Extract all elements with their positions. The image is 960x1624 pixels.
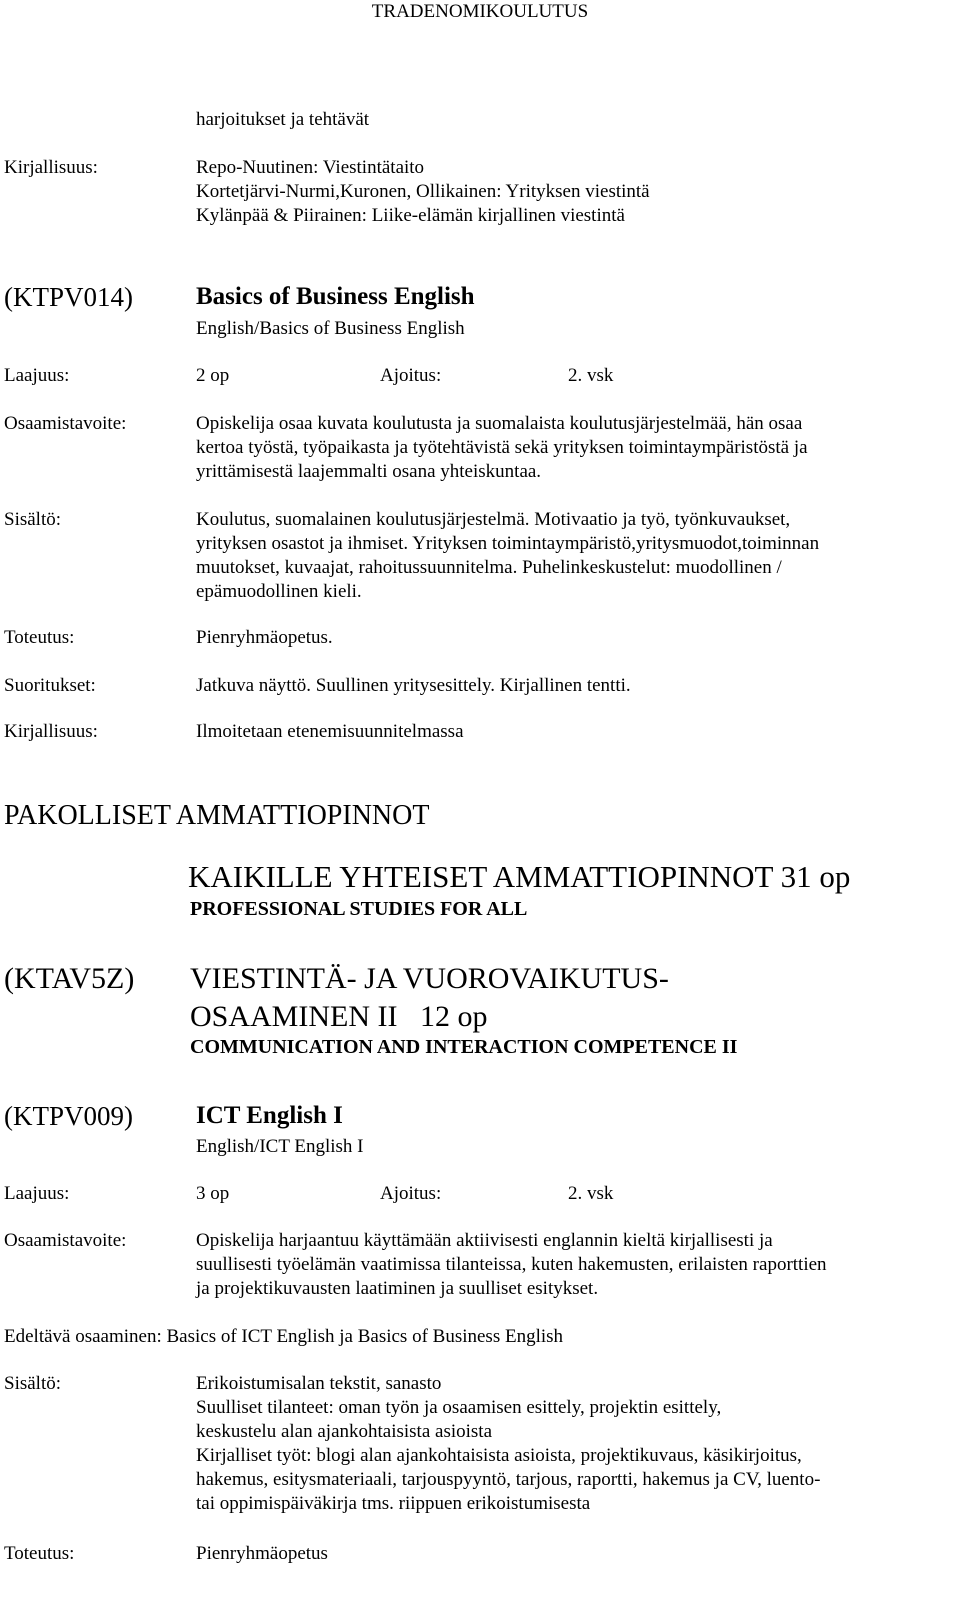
literature-label: Kirjallisuus:: [4, 157, 98, 178]
content-line: keskustelu alan ajankohtaisista asioista: [196, 1421, 493, 1442]
content-line: epämuodollinen kieli.: [196, 581, 362, 602]
scope-value: 2 op: [196, 365, 230, 386]
course-subtitle: English/Basics of Business English: [196, 318, 465, 339]
course-literature-value: Ilmoitetaan etenemisuunnitelmassa: [196, 721, 464, 742]
goal-line: suullisesti työelämän vaatimissa tilanteissa, kuten hakemusten, erilaisten raporttien: [196, 1254, 827, 1275]
content-line: Suulliset tilanteet: oman työn ja osaamisen esittely, projektin esittely,: [196, 1397, 722, 1418]
course-code: (KTPV009): [4, 1101, 133, 1131]
course-subtitle: English/ICT English I: [196, 1136, 364, 1157]
module-title-line2: OSAAMINEN II 12 op: [190, 1000, 488, 1033]
content-text: [196, 508, 819, 604]
implementation-value: Pienryhmäopetus.: [196, 627, 333, 648]
course-code: (KTPV014): [4, 282, 133, 312]
implementation-value: Pienryhmäopetus: [196, 1543, 328, 1564]
prerequisite-line: Edeltävä osaaminen: Basics of ICT English ja Basics of Business English: [4, 1326, 564, 1347]
performance-value: Jatkuva näyttö. Suullinen yritysesittely. Kirjallinen tentti.: [196, 675, 631, 696]
course-title: ICT English I: [196, 1102, 343, 1129]
content-line: Kirjalliset työt: blogi alan ajankohtaisista asioista, projektikuvaus, käsikirjoitus,: [196, 1445, 802, 1466]
content-line: yrityksen osastot ja ihmiset. Yrityksen toimintaympäristö,yritysmuodot,toiminnan: [196, 533, 820, 554]
literature-item: Kortetjärvi-Nurmi,Kuronen, Ollikainen: Yrityksen viestintä: [196, 181, 650, 202]
scope-label: Laajuus:: [4, 1183, 70, 1204]
scope-label: Laajuus:: [4, 365, 70, 386]
timing-label: Ajoitus:: [380, 365, 442, 386]
goal-line: Opiskelija osaa kuvata koulutusta ja suomalaista koulutusjärjestelmää, hän osaa: [196, 413, 803, 434]
timing-label: Ajoitus:: [380, 1183, 442, 1204]
content-line: Erikoistumisalan tekstit, sanasto: [196, 1373, 442, 1394]
section-title: PAKOLLISET AMMATTIOPINNOT: [4, 800, 430, 831]
implementation-label: Toteutus:: [4, 627, 75, 648]
page-header: TRADENOMIKOULUTUS: [371, 1, 589, 22]
module-title-line1: VIESTINTÄ- JA VUOROVAIKUTUS-: [190, 962, 669, 995]
goal-line: ja projektikuvausten laatiminen ja suulliset esitykset.: [196, 1278, 599, 1299]
literature-list: [196, 156, 650, 228]
goal-label: Osaamistavoite:: [4, 413, 127, 434]
content-line: Koulutus, suomalainen koulutusjärjestelmä. Motivaatio ja työ, työnkuvaukset,: [196, 509, 791, 530]
timing-value: 2. vsk: [568, 1183, 614, 1204]
scope-value: 3 op: [196, 1183, 230, 1204]
content-label: Sisältö:: [4, 509, 62, 530]
goal-text: [196, 412, 808, 484]
section-subtitle-en: PROFESSIONAL STUDIES FOR ALL: [190, 898, 528, 920]
course-literature-label: Kirjallisuus:: [4, 721, 98, 742]
exercises-text: harjoitukset ja tehtävät: [196, 109, 370, 130]
performance-label: Suoritukset:: [4, 675, 96, 696]
goal-text: [196, 1229, 827, 1301]
content-line: hakemus, esitysmateriaali, tarjouspyyntö, tarjous, raportti, hakemus ja CV, luento-: [196, 1469, 821, 1490]
goal-label: Osaamistavoite:: [4, 1230, 127, 1251]
implementation-label: Toteutus:: [4, 1543, 75, 1564]
content-line: tai oppimispäiväkirja tms. riippuen erikoistumisesta: [196, 1493, 591, 1514]
module-code: (KTAV5Z): [4, 962, 135, 995]
content-label: Sisältö:: [4, 1373, 62, 1394]
goal-line: yrittämisestä laajemmalti osana yhteiskuntaa.: [196, 461, 542, 482]
goal-line: Opiskelija harjaantuu käyttämään aktiivisesti englannin kieltä kirjallisesti ja: [196, 1230, 773, 1251]
module-title-en: COMMUNICATION AND INTERACTION COMPETENCE II: [190, 1036, 738, 1058]
goal-line: kertoa työstä, työpaikasta ja työtehtävistä sekä yrityksen toimintaympäristöstä ja: [196, 437, 808, 458]
timing-value: 2. vsk: [568, 365, 614, 386]
course-title: Basics of Business English: [196, 283, 475, 310]
content-text: [196, 1372, 820, 1516]
literature-item: Repo-Nuutinen: Viestintätaito: [196, 157, 425, 178]
content-line: muutokset, kuvaajat, rahoitussuunnitelma. Puhelinkeskustelut: muodollinen /: [196, 557, 782, 578]
literature-item: Kylänpää & Piirainen: Liike-elämän kirjallinen viestintä: [196, 205, 625, 226]
section-subtitle: KAIKILLE YHTEISET AMMATTIOPINNOT 31 op: [188, 859, 851, 894]
